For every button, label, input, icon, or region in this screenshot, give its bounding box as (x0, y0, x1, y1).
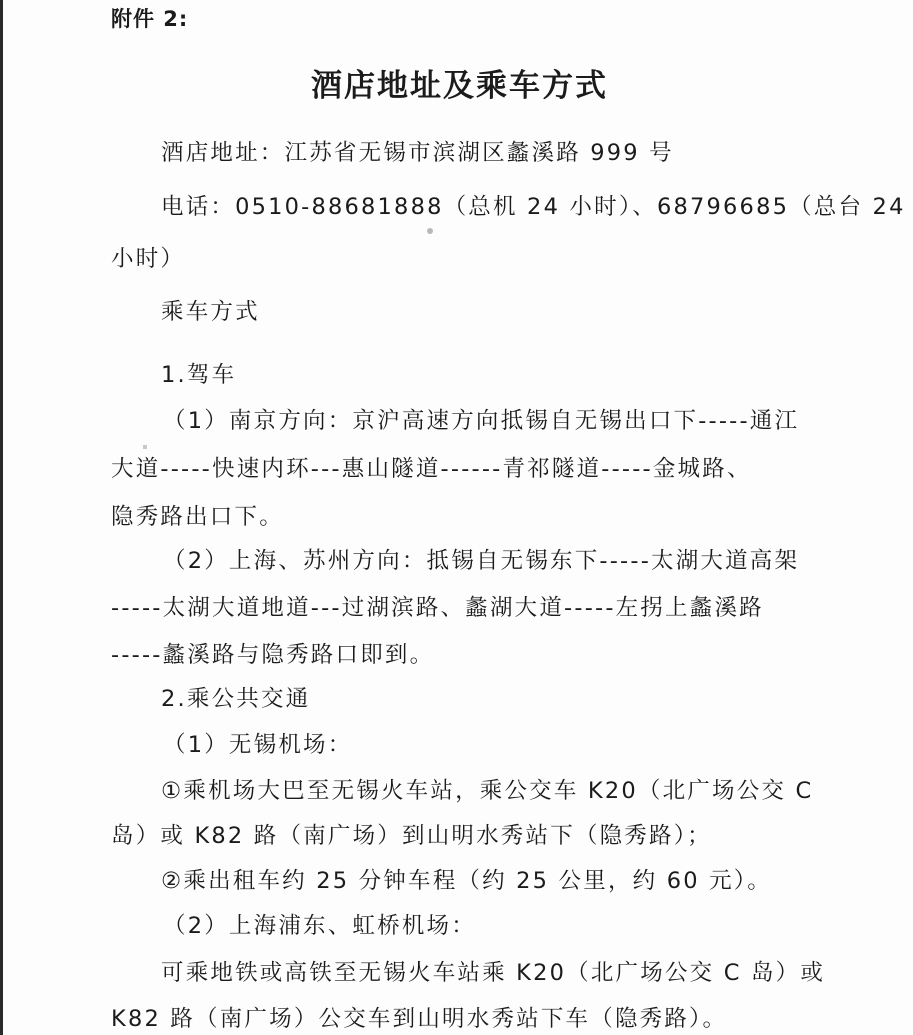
airport-shanghai-route: 可乘地铁或高铁至无锡火车站乘 K20（北广场公交 C 岛）或 (161, 960, 826, 986)
hotel-address: 酒店地址：江苏省无锡市滨湖区蠡溪路 999 号 (161, 140, 674, 166)
subheading-public-transport: 2.乘公共交通 (161, 686, 311, 712)
scan-speck (427, 228, 433, 234)
driving-shanghai-cont2: -----蠡溪路与隐秀路口即到。 (111, 642, 435, 668)
airport-shanghai-route-cont: K82 路（南广场）公交车到山明水秀站下车（隐秀路）。 (111, 1006, 728, 1032)
driving-nanjing-cont1: 大道-----快速内环---惠山隧道------青祁隧道-----金城路、 (111, 456, 752, 482)
subheading-driving: 1.驾车 (161, 362, 237, 388)
driving-shanghai: （2）上海、苏州方向：抵锡自无锡东下-----太湖大道高架 (163, 548, 800, 574)
section-heading-transport: 乘车方式 (161, 299, 260, 325)
phone-line-cont: 小时） (111, 246, 186, 272)
airport-shanghai-heading: （2）上海浦东、虹桥机场： (163, 913, 476, 939)
airport-wuxi-heading: （1）无锡机场： (163, 732, 353, 758)
page-title: 酒店地址及乘车方式 (311, 68, 608, 104)
airport-wuxi-bus-cont: 岛）或 K82 路（南广场）到山明水秀站下（隐秀路）； (111, 823, 712, 849)
driving-nanjing: （1）南京方向：京沪高速方向抵锡自无锡出口下-----通江 (163, 408, 800, 434)
airport-wuxi-bus: ①乘机场大巴至无锡火车站，乘公交车 K20（北广场公交 C (161, 778, 814, 804)
driving-shanghai-cont1: -----太湖大道地道---过湖滨路、蠡湖大道-----左拐上蠡溪路 (111, 595, 764, 621)
phone-line: 电话：0510-88681888（总机 24 小时）、68796685（总台 24 (161, 194, 906, 220)
airport-wuxi-taxi: ②乘出租车约 25 分钟车程（约 25 公里，约 60 元）。 (161, 868, 772, 894)
scan-speck (143, 445, 147, 449)
driving-nanjing-cont2: 隐秀路出口下。 (111, 504, 284, 530)
attachment-label: 附件 2: (111, 7, 189, 31)
